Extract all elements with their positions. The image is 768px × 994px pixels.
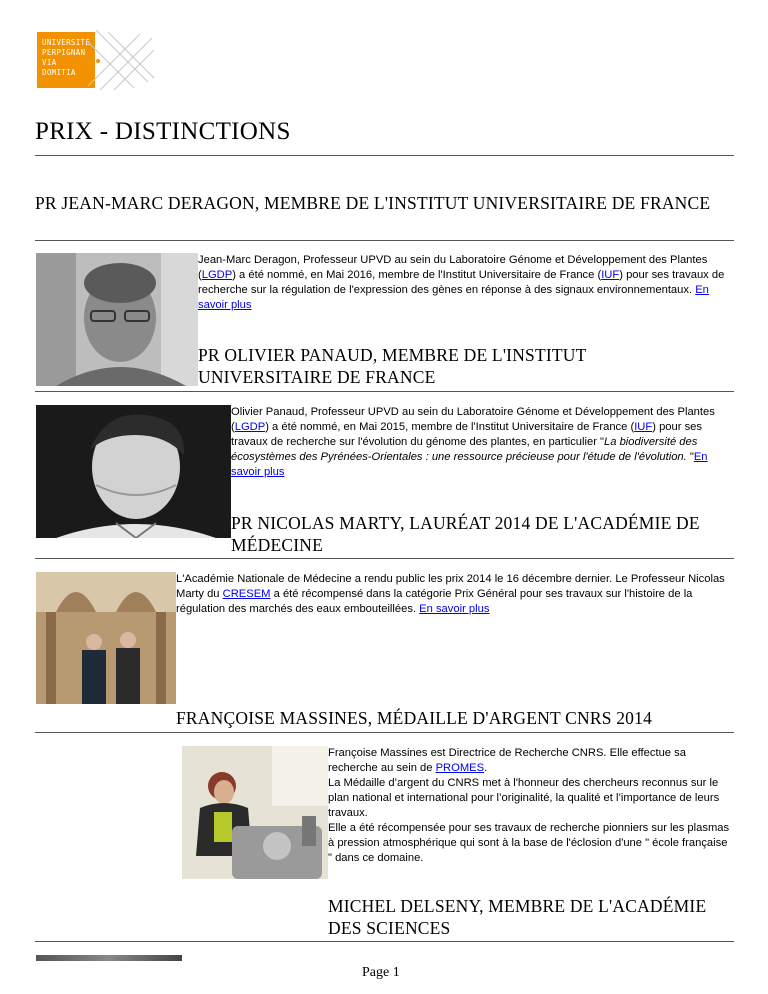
section-text: Françoise Massines est Directrice de Recherche CNRS. Elle effectue sa recherche au sein de PROMES. La Médaille d’argent du CNRS met à l'honneur des chercheurs reconnus sur le plan national et international pour l’originalité, la qualité et l’importance de leurs travaux. Elle a été récompensée pour ses travaux de recherche pionniers sur les plasmas à pression atmosphérique qui sont à la base de l'éclosion d'une " école française " dans ce domaine. <box>328 747 730 864</box>
promes-link[interactable]: PROMES <box>435 762 485 774</box>
logo-lattice-icon <box>86 30 156 92</box>
divider <box>35 391 734 392</box>
section-heading: MICHEL DELSENY, MEMBRE DE L'ACADÉMIE DES SCIENCES <box>328 896 707 938</box>
photo-massines <box>182 746 328 879</box>
lgdp-link[interactable]: LGDP <box>234 421 266 433</box>
divider <box>35 941 734 942</box>
section-text: Jean-Marc Deragon, Professeur UPVD au sein du Laboratoire Génome et Développement des Plantes (LGDP) a été nommé, en Mai 2016, membre de l'Institut Universitaire de France (IUF) pour ses travaux de recherche sur la régulation de l'expression des gènes en réponse à des signaux environnementaux. En savoir plus <box>198 254 725 311</box>
section-text: Olivier Panaud, Professeur UPVD au sein du Laboratoire Génome et Développement des Plantes (LGDP) a été nommé, en Mai 2015, membre de l'Institut Universitaire de France (IUF) pour ses travaux de recherche sur l'évolution du génome des plantes, en particulier "La biodiversité des écosystèmes des Pyrénées-Orientales : une ressource précieuse pour l'étude de l'évolution. "En savoir plus <box>231 406 715 478</box>
logo-line: DOMITIA <box>42 68 76 77</box>
logo-line: UNIVERSITÉ <box>42 38 91 47</box>
section-heading: PR NICOLAS MARTY, LAURÉAT 2014 DE L'ACADÉMIE DE MÉDECINE <box>231 513 700 555</box>
lgdp-link[interactable]: LGDP <box>201 269 233 281</box>
page-title: PRIX - DISTINCTIONS <box>35 118 291 145</box>
divider <box>35 240 734 241</box>
read-more-link[interactable]: En savoir plus <box>198 284 709 311</box>
logo-line: PERPIGNAN <box>42 48 86 57</box>
cresem-link[interactable]: CRESEM <box>222 588 271 600</box>
photo-panaud <box>36 405 231 538</box>
page-number: Page 1 <box>362 965 400 980</box>
section-heading: PR JEAN-MARC DERAGON, MEMBRE DE L'INSTITUT UNIVERSITAIRE DE FRANCE <box>35 193 711 213</box>
photo-delseny <box>36 955 182 961</box>
section-heading: PR OLIVIER PANAUD, MEMBRE DE L'INSTITUT UNIVERSITAIRE DE FRANCE <box>198 345 587 387</box>
read-more-link[interactable]: En savoir plus <box>419 603 490 615</box>
divider <box>35 155 734 156</box>
logo-line: VIA <box>42 58 57 67</box>
read-more-link[interactable]: En savoir plus <box>231 451 708 478</box>
divider <box>35 732 734 733</box>
photo-deragon <box>36 253 198 386</box>
section-text: L'Académie Nationale de Médecine a rendu public les prix 2014 le 16 décembre dernier. Le Professeur Nicolas Marty du CRESEM a été récompensé dans la catégorie Prix Général pour ses travaux sur l'histoire de la régulation des marchés des eaux embouteillées. En savoir plus <box>176 573 725 615</box>
iuf-link[interactable]: IUF <box>634 421 653 433</box>
divider <box>35 558 734 559</box>
photo-marty <box>36 572 176 704</box>
iuf-link[interactable]: IUF <box>601 269 620 281</box>
section-heading: FRANÇOISE MASSINES, MÉDAILLE D'ARGENT CNRS 2014 <box>176 708 653 728</box>
